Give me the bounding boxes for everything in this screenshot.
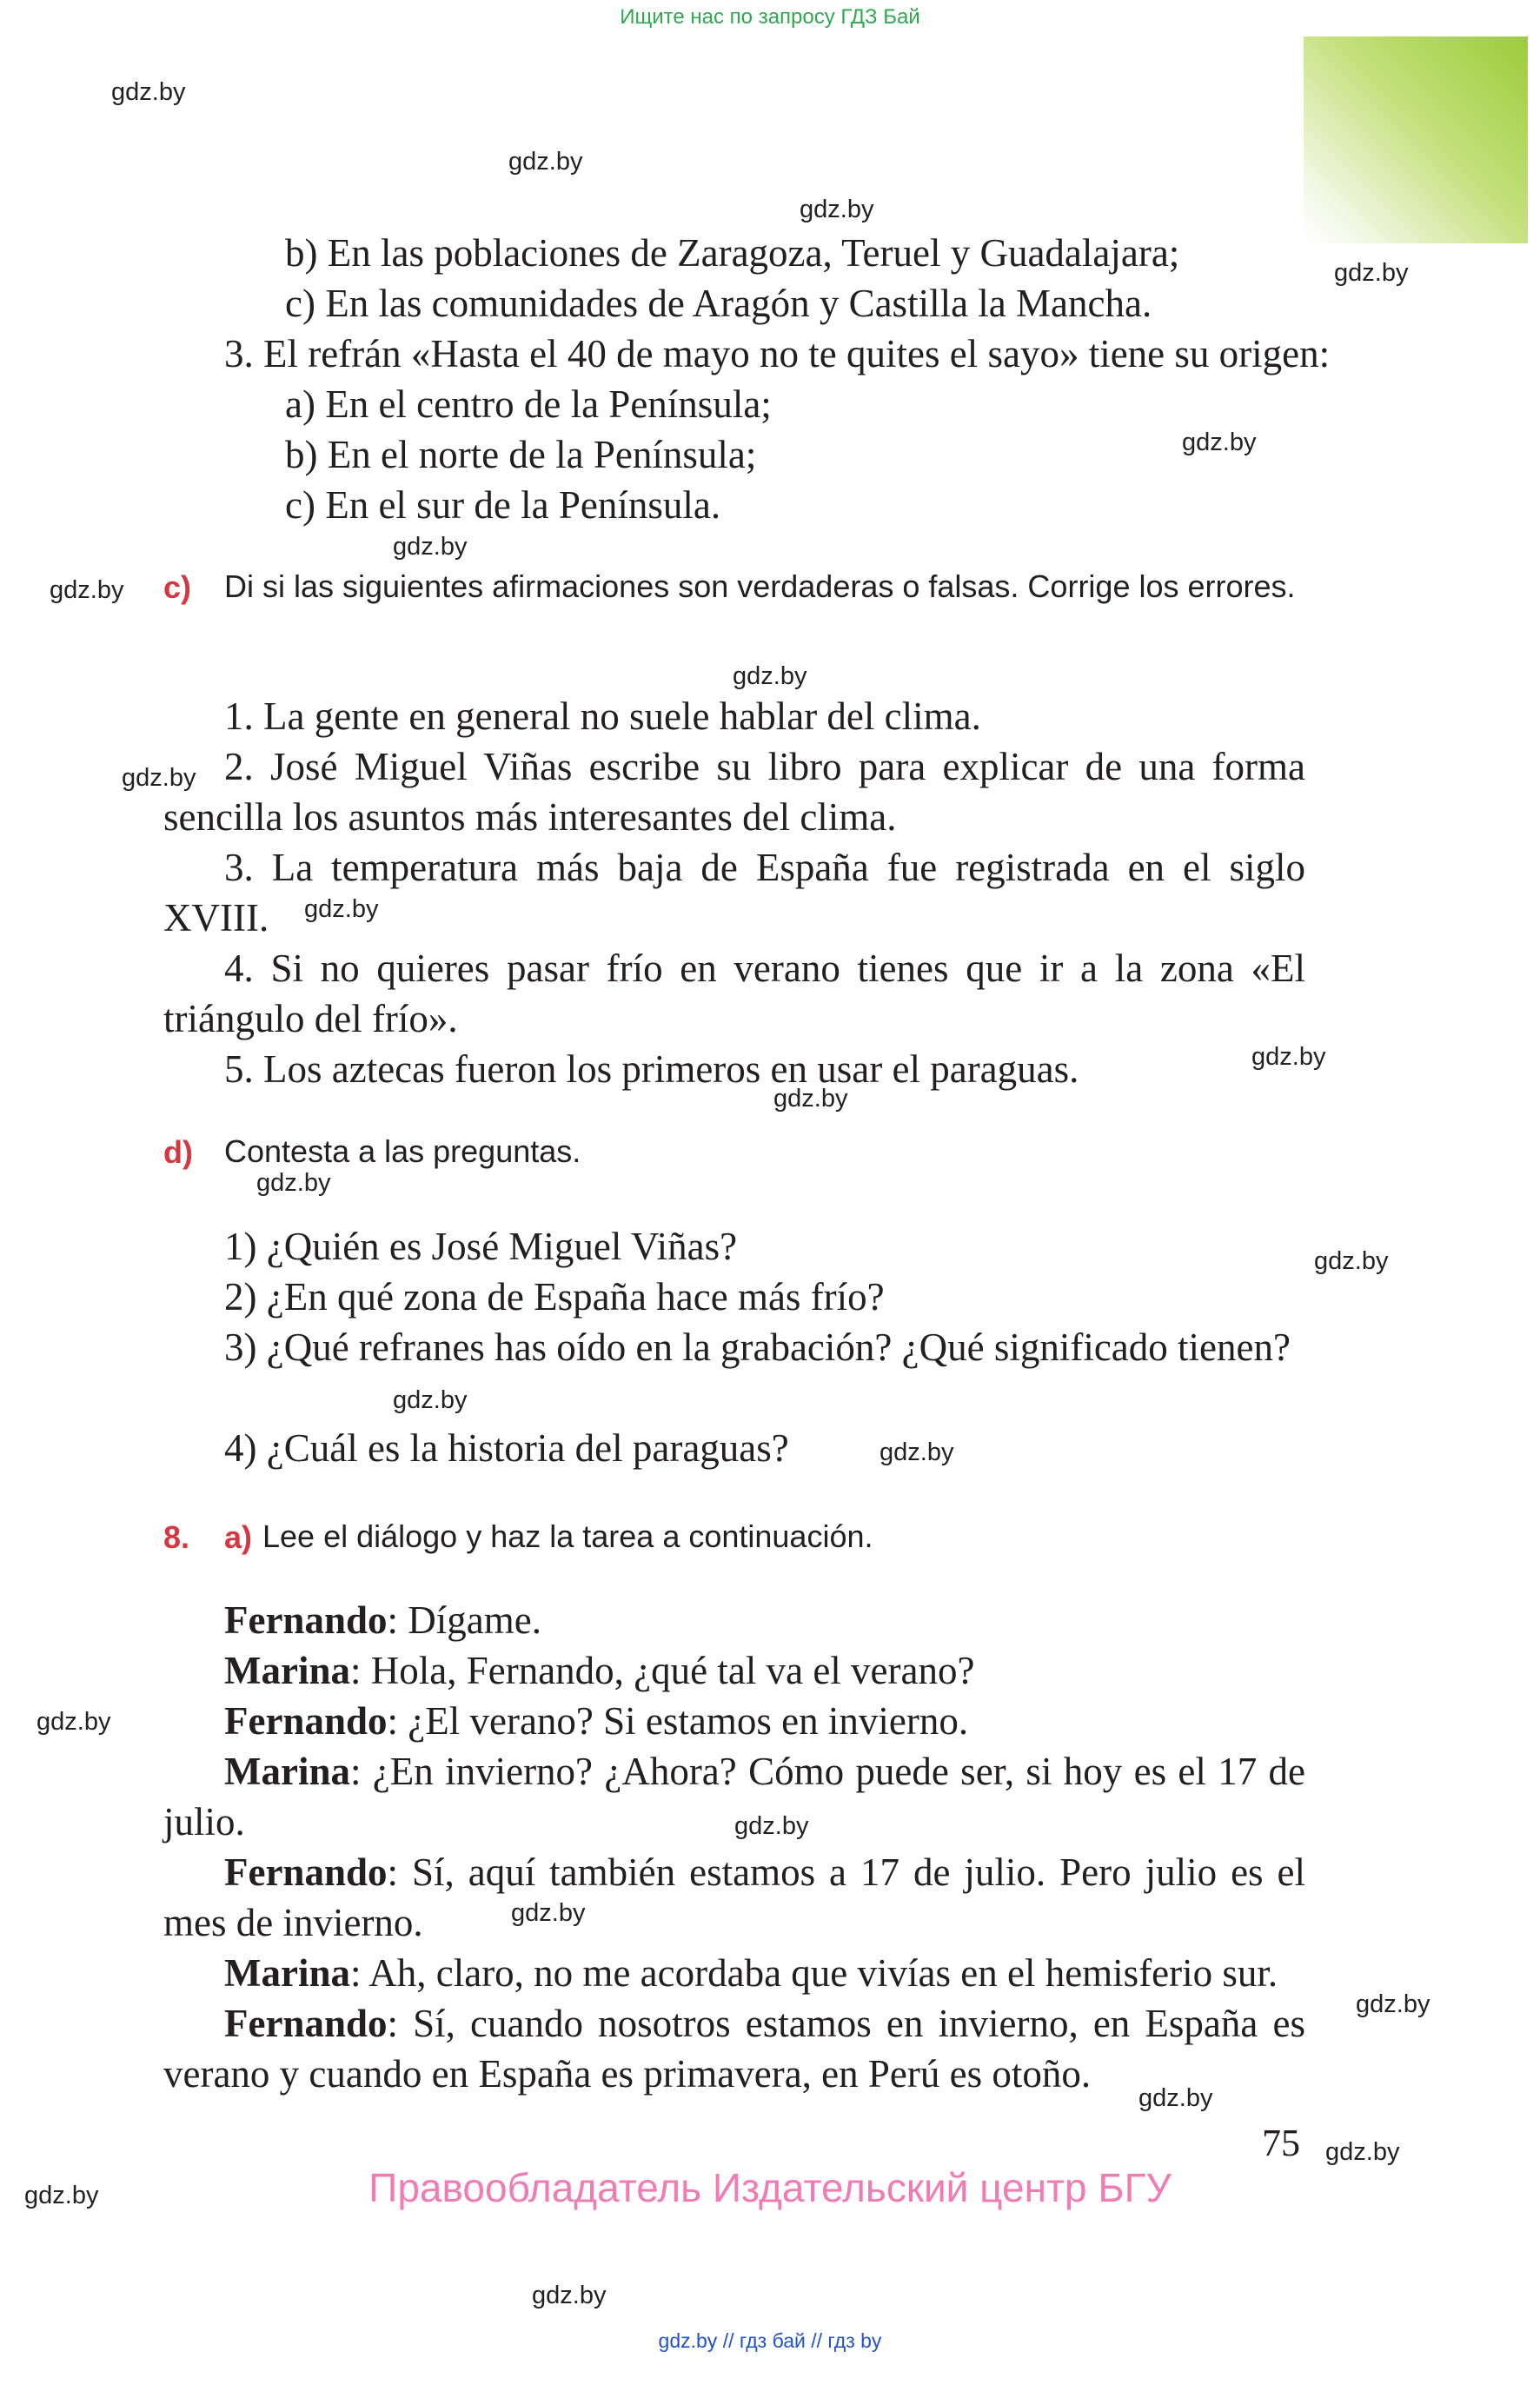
line-text: : Sí, cuando nosotros estamos en invierno, en España es verano y cuando en España es primavera, en Perú es otoño.: [163, 2002, 1305, 2096]
dialogue-line: [163, 1645, 1305, 1696]
watermark: gdz.by: [880, 1438, 954, 1466]
line-text: : ¿El verano? Si estamos en invierno.: [387, 1699, 969, 1743]
top-note[interactable]: Ищите нас по запросу ГДЗ Бай: [620, 5, 920, 29]
watermark: gdz.by: [122, 764, 196, 792]
watermark: gdz.by: [800, 196, 874, 223]
statement-5: 5. Los aztecas fueron los primeros en usar el paraguas.: [224, 1047, 1079, 1091]
watermark: gdz.by: [1356, 1990, 1430, 2018]
statement-4: 4. Si no quieres pasar frío en verano tienes que ir a la zona «El triángulo del frío».: [163, 947, 1305, 1040]
speaker: Fernando: [224, 1850, 388, 1894]
watermark: gdz.by: [393, 1386, 468, 1414]
watermark: gdz.by: [37, 1708, 111, 1736]
bottom-links[interactable]: gdz.by // гдз бай // гдз by: [658, 2329, 882, 2352]
watermark: gdz.by: [256, 1169, 331, 1197]
watermark: gdz.by: [393, 533, 468, 561]
page-number: 75: [1262, 2122, 1300, 2164]
statement-3: 3. La temperatura más baja de España fue registrada en el siglo XVIII.: [163, 846, 1305, 940]
statement-1: 1. La gente en general no suele hablar del clima.: [224, 694, 981, 738]
question-3-option-c: c) En el sur de la Península.: [285, 483, 721, 527]
dialogue-line: [163, 1595, 1305, 1645]
option-c: c) En las comunidades de Aragón y Castilla la Mancha.: [285, 282, 1152, 325]
watermark: gdz.by: [50, 576, 124, 604]
question-3: 3. El refrán «Hasta el 40 de mayo no te quites el sayo» tiene su origen:: [224, 332, 1331, 375]
watermark: gdz.by: [1251, 1043, 1326, 1071]
watermark: gdz.by: [734, 1812, 809, 1840]
watermark: gdz.by: [111, 78, 186, 106]
question-3-option-a: a) En el centro de la Península;: [285, 382, 772, 426]
option-b: b) En las poblaciones de Zaragoza, Teruel y Guadalajara;: [285, 231, 1180, 275]
exercise-8-instruction: Lee el diálogo y haz la tarea a continuación.: [262, 1518, 873, 1554]
watermark: gdz.by: [24, 2182, 99, 2209]
dialogue-line: [163, 1746, 1305, 1847]
exercise-8-number: 8.: [163, 1519, 190, 1555]
section-c-label: c): [163, 569, 192, 605]
watermark: gdz.by: [733, 662, 807, 690]
watermark: gdz.by: [1325, 2138, 1400, 2166]
dialogue-line: [163, 1696, 1305, 1746]
watermark: gdz.by: [532, 2282, 607, 2309]
speaker: Marina: [224, 1649, 350, 1692]
line-text: : ¿En invierno? ¿Ahora? Cómo puede ser, si hoy es el 17 de julio.: [163, 1750, 1305, 1844]
exercise-8-label: a): [224, 1519, 253, 1555]
statement-2: 2. José Miguel Viñas escribe su libro para explicar de una forma sencilla los asuntos más interesantes del clima.: [163, 745, 1305, 839]
watermark: gdz.by: [1182, 429, 1257, 456]
speaker: Fernando: [224, 2002, 388, 2045]
watermark: gdz.by: [511, 1899, 586, 1927]
corner-decoration: [1304, 37, 1528, 243]
watermark: gdz.by: [508, 148, 583, 176]
dialogue-line: [163, 1948, 1305, 1998]
watermark: gdz.by: [1138, 2084, 1213, 2112]
watermark: gdz.by: [773, 1085, 848, 1113]
speaker: Marina: [224, 1750, 350, 1793]
line-text: : Sí, aquí también estamos a 17 de julio. Pero julio es el mes de invierno.: [163, 1850, 1305, 1944]
watermark: gdz.by: [1334, 259, 1409, 287]
watermark: gdz.by: [1314, 1247, 1389, 1275]
line-text: : Dígame.: [387, 1598, 541, 1642]
line-text: : Hola, Fernando, ¿qué tal va el verano?: [349, 1649, 975, 1692]
dialogue-line: [163, 1847, 1305, 1948]
section-d-instruction: Contesta a las preguntas.: [224, 1133, 581, 1169]
section-c-instruction: Di si las siguientes afirmaciones son verdaderas o falsas. Corrige los errores.: [224, 568, 1296, 604]
section-d-label: d): [163, 1134, 193, 1170]
question-3-option-b: b) En el norte de la Península;: [285, 433, 757, 476]
speaker: Fernando: [224, 1699, 388, 1743]
question-3-grabacion: 3) ¿Qué refranes has oído en la grabación? ¿Qué significado tienen?: [224, 1325, 1291, 1369]
speaker: Marina: [224, 1951, 350, 1995]
question-4: 4) ¿Cuál es la historia del paraguas?: [224, 1426, 789, 1470]
dialogue-line: [163, 1998, 1305, 2099]
line-text: : Ah, claro, no me acordaba que vivías en el hemisferio sur.: [349, 1951, 1278, 1995]
speaker: Fernando: [224, 1598, 388, 1642]
copyright-footer: Правообладатель Издательский центр БГУ: [368, 2165, 1172, 2210]
watermark: gdz.by: [304, 895, 379, 923]
question-1: 1) ¿Quién es José Miguel Viñas?: [224, 1225, 738, 1268]
question-2: 2) ¿En qué zona de España hace más frío?: [224, 1275, 885, 1319]
